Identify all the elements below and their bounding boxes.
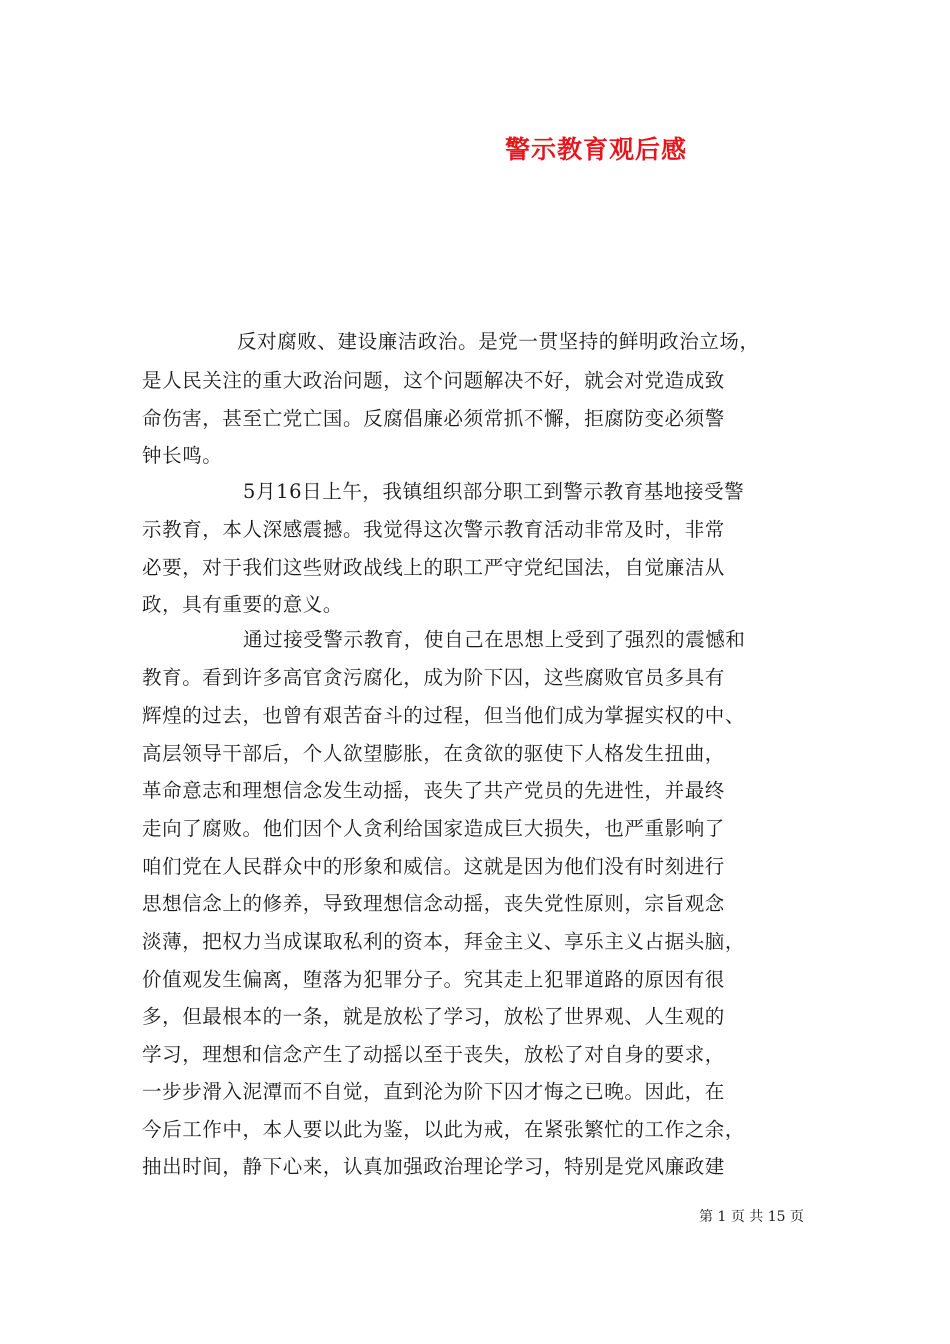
text-line: 思想信念上的修养，导致理想信念动摇，丧失党性原则，宗旨观念 (142, 892, 725, 915)
text-line: 今后工作中，本人要以此为鉴，以此为戒，在紧张繁忙的工作之余， (142, 1118, 746, 1141)
text-line: 学习，理想和信念产生了动摇以至于丧失，放松了对自身的要求， (142, 1043, 725, 1066)
text-line: 命伤害，甚至亡党亡国。反腐倡廉必须常抓不懈，拒腐防变必须警 (142, 407, 725, 430)
document-title: 警示教育观后感 (505, 135, 688, 164)
text-line: 咱们党在人民群众中的形象和威信。这就是因为他们没有时刻进行 (142, 855, 725, 878)
text-line: 政，具有重要的意义。 (142, 593, 344, 616)
text-line: 反对腐败、建设廉洁政治。是党一贯坚持的鲜明政治立场， (237, 330, 760, 353)
text-line: 必要，对于我们这些财政战线上的职工严守党纪国法，自觉廉洁从 (142, 556, 725, 579)
text-line: 价值观发生偏离，堕落为犯罪分子。究其走上犯罪道路的原因有很 (142, 968, 725, 991)
text-line: 示教育，本人深感震撼。我觉得这次警示教育活动非常及时，非常 (142, 518, 725, 541)
text-line: 教育。看到许多高官贪污腐化，成为阶下囚，这些腐败官员多具有 (142, 666, 725, 689)
text-line: 一步步滑入泥潭而不自觉，直到沦为阶下囚才悔之已晚。因此，在 (142, 1080, 725, 1103)
text-line: 淡薄，把权力当成谋取私利的资本，拜金主义、享乐主义占据头脑， (142, 930, 746, 953)
text-line: 走向了腐败。他们因个人贪利给国家造成巨大损失，也严重影响了 (142, 817, 725, 840)
text-line: 革命意志和理想信念发生动摇，丧失了共产党员的先进性，并最终 (142, 779, 725, 802)
text-line: 是人民关注的重大政治问题，这个问题解决不好，就会对党造成致 (142, 369, 725, 392)
text-line: 通过接受警示教育，使自己在思想上受到了强烈的震憾和 (243, 628, 746, 651)
text-line: 高层领导干部后，个人欲望膨胀，在贪欲的驱使下人格发生扭曲， (142, 742, 725, 765)
text-line: 抽出时间，静下心来，认真加强政治理论学习，特别是党风廉政建 (142, 1155, 725, 1178)
text-line: 多，但最根本的一条，就是放松了学习，放松了世界观、人生观的 (142, 1005, 725, 1028)
text-line: 钟长鸣。 (142, 444, 223, 467)
text-line: 辉煌的过去，也曾有艰苦奋斗的过程，但当他们成为掌握实权的中、 (142, 704, 746, 727)
text-line: 5月16日上午，我镇组织部分职工到警示教育基地接受警 (243, 480, 745, 503)
page-number-footer: 第 1 页 共 15 页 (699, 1209, 804, 1225)
